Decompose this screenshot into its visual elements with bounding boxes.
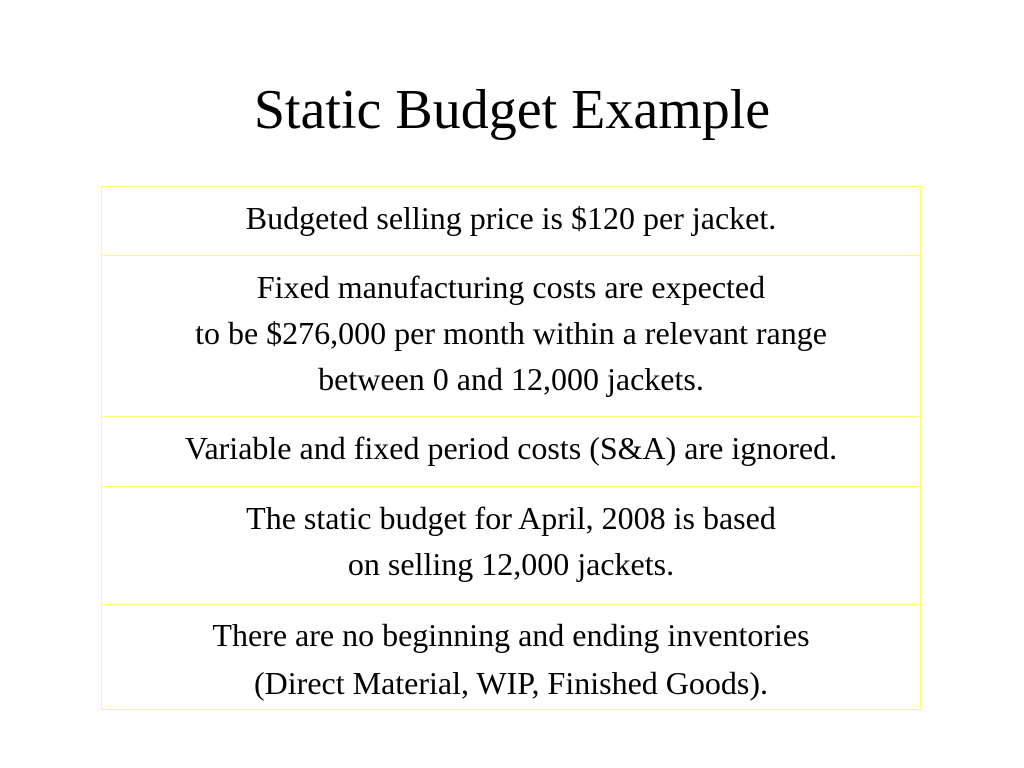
info-box-line: Fixed manufacturing costs are expected	[256, 269, 766, 305]
info-box-line: The static budget for April, 2008 is based	[246, 500, 776, 536]
info-box-stack	[101, 186, 921, 710]
info-box-line: (Direct Material, WIP, Finished Goods).	[254, 665, 768, 701]
info-box-line: on selling 12,000 jackets.	[347, 546, 675, 582]
info-box-line: Budgeted selling price is $120 per jacket.	[245, 200, 777, 236]
info-box-period-costs	[101, 416, 921, 487]
info-box-line: between 0 and 12,000 jackets.	[318, 361, 704, 397]
info-box-selling-price	[101, 186, 921, 256]
info-box-static-budget-basis	[101, 486, 921, 605]
slide-title: Static Budget Example	[253, 79, 771, 141]
info-box-line: to be $276,000 per month within a relevant range	[195, 315, 827, 351]
info-box-fixed-costs	[101, 255, 921, 417]
info-box-line: Variable and fixed period costs (S&A) are ignored.	[184, 430, 838, 466]
info-box-line: There are no beginning and ending inventories	[212, 617, 810, 653]
info-box-inventories	[101, 604, 921, 710]
